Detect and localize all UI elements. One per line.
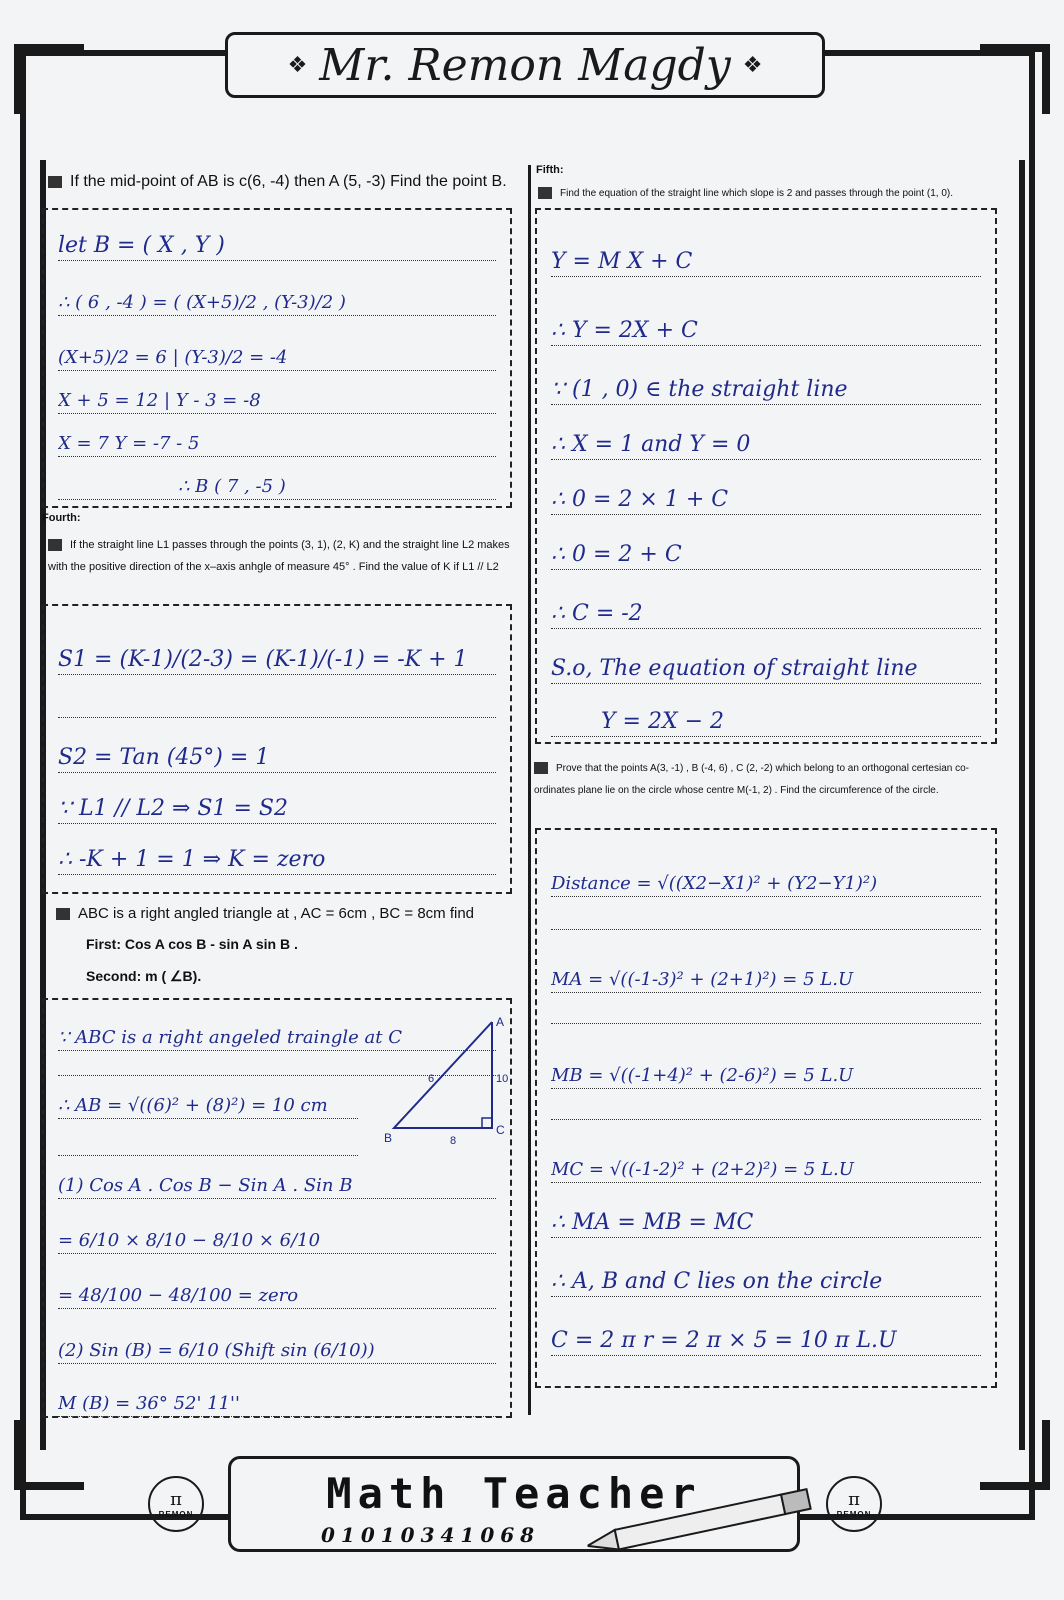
answer-line: ∵ (1 , 0) ∈ the straight line (551, 346, 981, 405)
q3-part2: Second: m ( ∠B). (86, 968, 202, 984)
pencil-icon (538, 187, 552, 199)
q2-question: If the straight line L1 passes through the points (3, 1), (2, K) and the straight line L2 makes with the positive direction of the x–axis anhgle of measure 45° . Find the value of K if L1 // L2 (48, 539, 510, 573)
q5-answer-box (535, 828, 997, 1388)
answer-line: (X+5)/2 = 6 | (Y-3)/2 = -4 (58, 316, 496, 371)
answer-line: ∴ A, B and C lies on the circle (551, 1238, 981, 1297)
pencil-icon (48, 539, 62, 551)
side-label: 8 (450, 1135, 457, 1147)
answer-line: ∴ Y = 2X + C (551, 277, 981, 346)
answer-line: M (B) = 36° 52' 11'' (58, 1364, 496, 1417)
answer-line: Y = 2X − 2 (551, 684, 981, 737)
vertex-label: C (496, 1123, 505, 1137)
section-label: Fifth: (536, 164, 564, 176)
answer-line: Distance = √((X2−X1)² + (Y2−Y1)²) (551, 838, 981, 897)
section-label: Fourth: (42, 512, 81, 524)
q3-part1: First: Cos A cos B - sin A sin B . (86, 936, 298, 952)
answer-line: ∴ AB = √((6)² + (8)²) = 10 cm (58, 1076, 358, 1119)
answer-line: ∴ B ( 7 , -5 ) (58, 457, 496, 500)
answer-line: ∵ L1 // L2 ⇒ S1 = S2 (58, 773, 496, 824)
ornament-icon: ❖ (742, 52, 763, 77)
answer-line: ∴ X = 1 and Y = 0 (551, 405, 981, 460)
frame-corner (980, 44, 1050, 114)
answer-line: ∴ C = -2 (551, 570, 981, 629)
answer-line: ∴ 0 = 2 × 1 + C (551, 460, 981, 515)
q2-answer-box (42, 604, 512, 894)
answer-line: Y = M X + C (551, 218, 981, 277)
triangle-diagram (380, 1012, 510, 1150)
q4-answer-box (535, 208, 997, 744)
header-banner (225, 32, 825, 98)
frame-corner (14, 44, 84, 114)
logo-badge (826, 1476, 882, 1532)
pencil-icon (56, 908, 70, 920)
answer-line: S2 = Tan (45°) = 1 (58, 718, 496, 773)
answer-line: X + 5 = 12 | Y - 3 = -8 (58, 371, 496, 414)
header-title: Mr. Remon Magdy (319, 39, 731, 91)
vertex-label: B (384, 1131, 393, 1145)
answer-line: MC = √((-1-2)² + (2+2)²) = 5 L.U (551, 1120, 981, 1183)
pi-icon: π (170, 1489, 182, 1510)
answer-line: ∵ ABC is a right angeled traingle at C (58, 1008, 496, 1051)
answer-line: ∴ -K + 1 = 1 ⇒ K = zero (58, 824, 496, 875)
q1-answer-box (42, 208, 512, 508)
pencil-icon (534, 762, 548, 774)
answer-line: MA = √((-1-3)² + (2+1)²) = 5 L.U (551, 930, 981, 993)
q5-question: Prove that the points A(3, -1) , B (-4, 6) , C (2, -2) which belong to an orthogonal certesian co-ordinates plane lie on the circle whose centre M(-1, 2) . Find the circumference of the circle. (534, 763, 969, 796)
logo-text: REMON (158, 1510, 194, 1519)
answer-line: (1) Cos A . Cos B − Sin A . Sin B (58, 1156, 496, 1199)
footer-title: Math Teacher (326, 1469, 702, 1518)
answer-line: MB = √((-1+4)² + (2-6)²) = 5 L.U (551, 1024, 981, 1089)
side-label: 10 (496, 1073, 509, 1085)
vertex-label: A (496, 1015, 505, 1029)
footer-phone: 01010341068 (321, 1523, 541, 1547)
answer-line: S1 = (K-1)/(2-3) = (K-1)/(-1) = -K + 1 (58, 614, 496, 675)
answer-line: C = 2 π r = 2 π × 5 = 10 π L.U (551, 1297, 981, 1356)
side-label: 6 (428, 1073, 435, 1085)
logo-badge (148, 1476, 204, 1532)
answer-line: = 6/10 × 8/10 − 8/10 × 6/10 (58, 1199, 496, 1254)
answer-line: let B = ( X , Y ) (58, 218, 496, 261)
pencil-icon (48, 176, 62, 188)
q3-question: ABC is a right angled triangle at , AC = 6cm , BC = 8cm find (56, 900, 518, 928)
ornament-icon: ❖ (287, 52, 308, 77)
column-divider (528, 165, 531, 1415)
pi-icon: π (848, 1489, 860, 1510)
answer-line: ∴ 0 = 2 + C (551, 515, 981, 570)
answer-line: = 48/100 − 48/100 = zero (58, 1254, 496, 1309)
answer-line: X = 7 Y = -7 - 5 (58, 414, 496, 457)
answer-line: ∴ MA = MB = MC (551, 1183, 981, 1238)
answer-line: (2) Sin (B) = 6/10 (Shift sin (6/10)) (58, 1309, 496, 1364)
q1-question: If the mid-point of AB is c(6, -4) then A (5, -3) Find the point B. (48, 168, 518, 196)
answer-line: S.o, The equation of straight line (551, 629, 981, 684)
logo-text: REMON (836, 1510, 872, 1519)
answer-line: ∴ ( 6 , -4 ) = ( (X+5)/2 , (Y-3)/2 ) (58, 261, 496, 316)
q4-question: Find the equation of the straight line which slope is 2 and passes through the point (1, 0). (538, 184, 1008, 203)
